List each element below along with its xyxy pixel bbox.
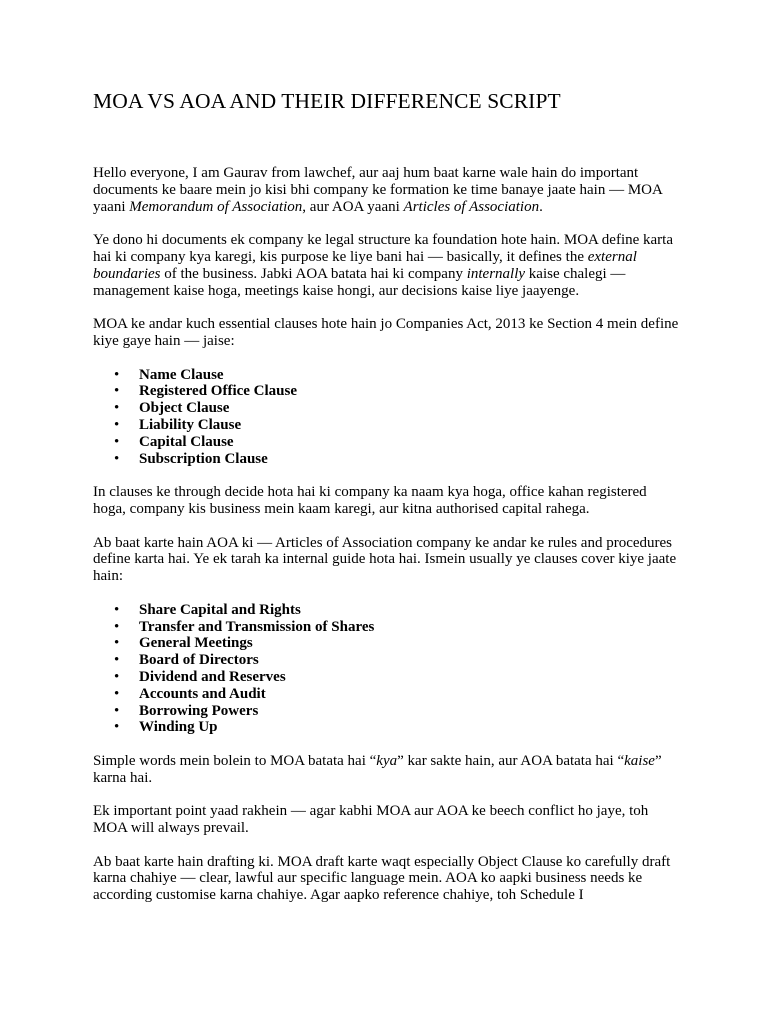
drafting-paragraph: Ab baat karte hain drafting ki. MOA draft karte waqt especially Object Clause ko carefully draft karna chahiye — clear, lawful aur specific language mein. AOA ko aapki business needs ke according customise karna chahiye. Agar aapko reference chahiye, toh Schedule I: [93, 853, 671, 904]
foundation-paragraph: Ye dono hi documents ek company ke legal structure ka foundation hote hain. MOA define karta hai ki company kya karegi, kis purpose ke liye bani hai — basically, it defines the external boundaries of the business. Jabki AOA batata hai ki company internally kaise chalegi — management kaise hoga, meetings kaise hongi, aur decisions kaise liye jaayenge.: [93, 232, 673, 299]
list-item: • Liability Clause: [93, 417, 683, 434]
list-item: • Capital Clause: [93, 434, 683, 451]
list-item: • Share Capital and Rights: [93, 602, 683, 619]
list-item: • Object Clause: [93, 400, 683, 417]
list-item: • Borrowing Powers: [93, 703, 683, 720]
aoa-clause-list: [93, 602, 683, 736]
intro-paragraph: Hello everyone, I am Gaurav from lawchef, aur aaj hum baat karne wale hain do important documents ke baare mein jo kisi bhi company ke formation ke time banaye jaate hain — MOA yaani Memorandum of Association, aur AOA yaani Articles of Association.: [93, 165, 663, 215]
list-item: • Name Clause: [93, 367, 683, 384]
list-item: • Subscription Clause: [93, 451, 683, 468]
document-title: MOA VS AOA AND THEIR DIFFERENCE SCRIPT: [93, 89, 561, 113]
list-item: • Transfer and Transmission of Shares: [93, 619, 683, 636]
list-item: • Dividend and Reserves: [93, 669, 683, 686]
conflict-paragraph: Ek important point yaad rakhein — agar kabhi MOA aur AOA ke beech conflict ho jaye, toh MOA will always prevail.: [93, 803, 649, 837]
document-page: [93, 87, 683, 921]
list-item: • Winding Up: [93, 719, 683, 736]
aoa-intro-paragraph: Ab baat karte hain AOA ki — Articles of Association company ke andar ke rules and procedures define karta hai. Ye ek tarah ka internal guide hota hai. Ismein usually ye clauses cover kiye jaate hain:: [93, 534, 677, 585]
list-item: • General Meetings: [93, 635, 683, 652]
simple-words-paragraph: Simple words mein bolein to MOA batata hai “kya” kar sakte hain, aur AOA batata hai “kaise” karna hai.: [93, 752, 662, 786]
moa-clauses-intro: MOA ke andar kuch essential clauses hote hain jo Companies Act, 2013 ke Section 4 mein define kiye gaye hain — jaise:: [93, 316, 679, 349]
list-item: • Board of Directors: [93, 652, 683, 669]
moa-clause-list: [93, 367, 683, 468]
moa-clauses-summary: In clauses ke through decide hota hai ki company ka naam kya hoga, office kahan registered hoga, company kis business mein kaam karegi, aur kitna authorised capital rahega.: [93, 484, 647, 517]
list-item: • Accounts and Audit: [93, 686, 683, 703]
list-item: • Registered Office Clause: [93, 383, 683, 400]
